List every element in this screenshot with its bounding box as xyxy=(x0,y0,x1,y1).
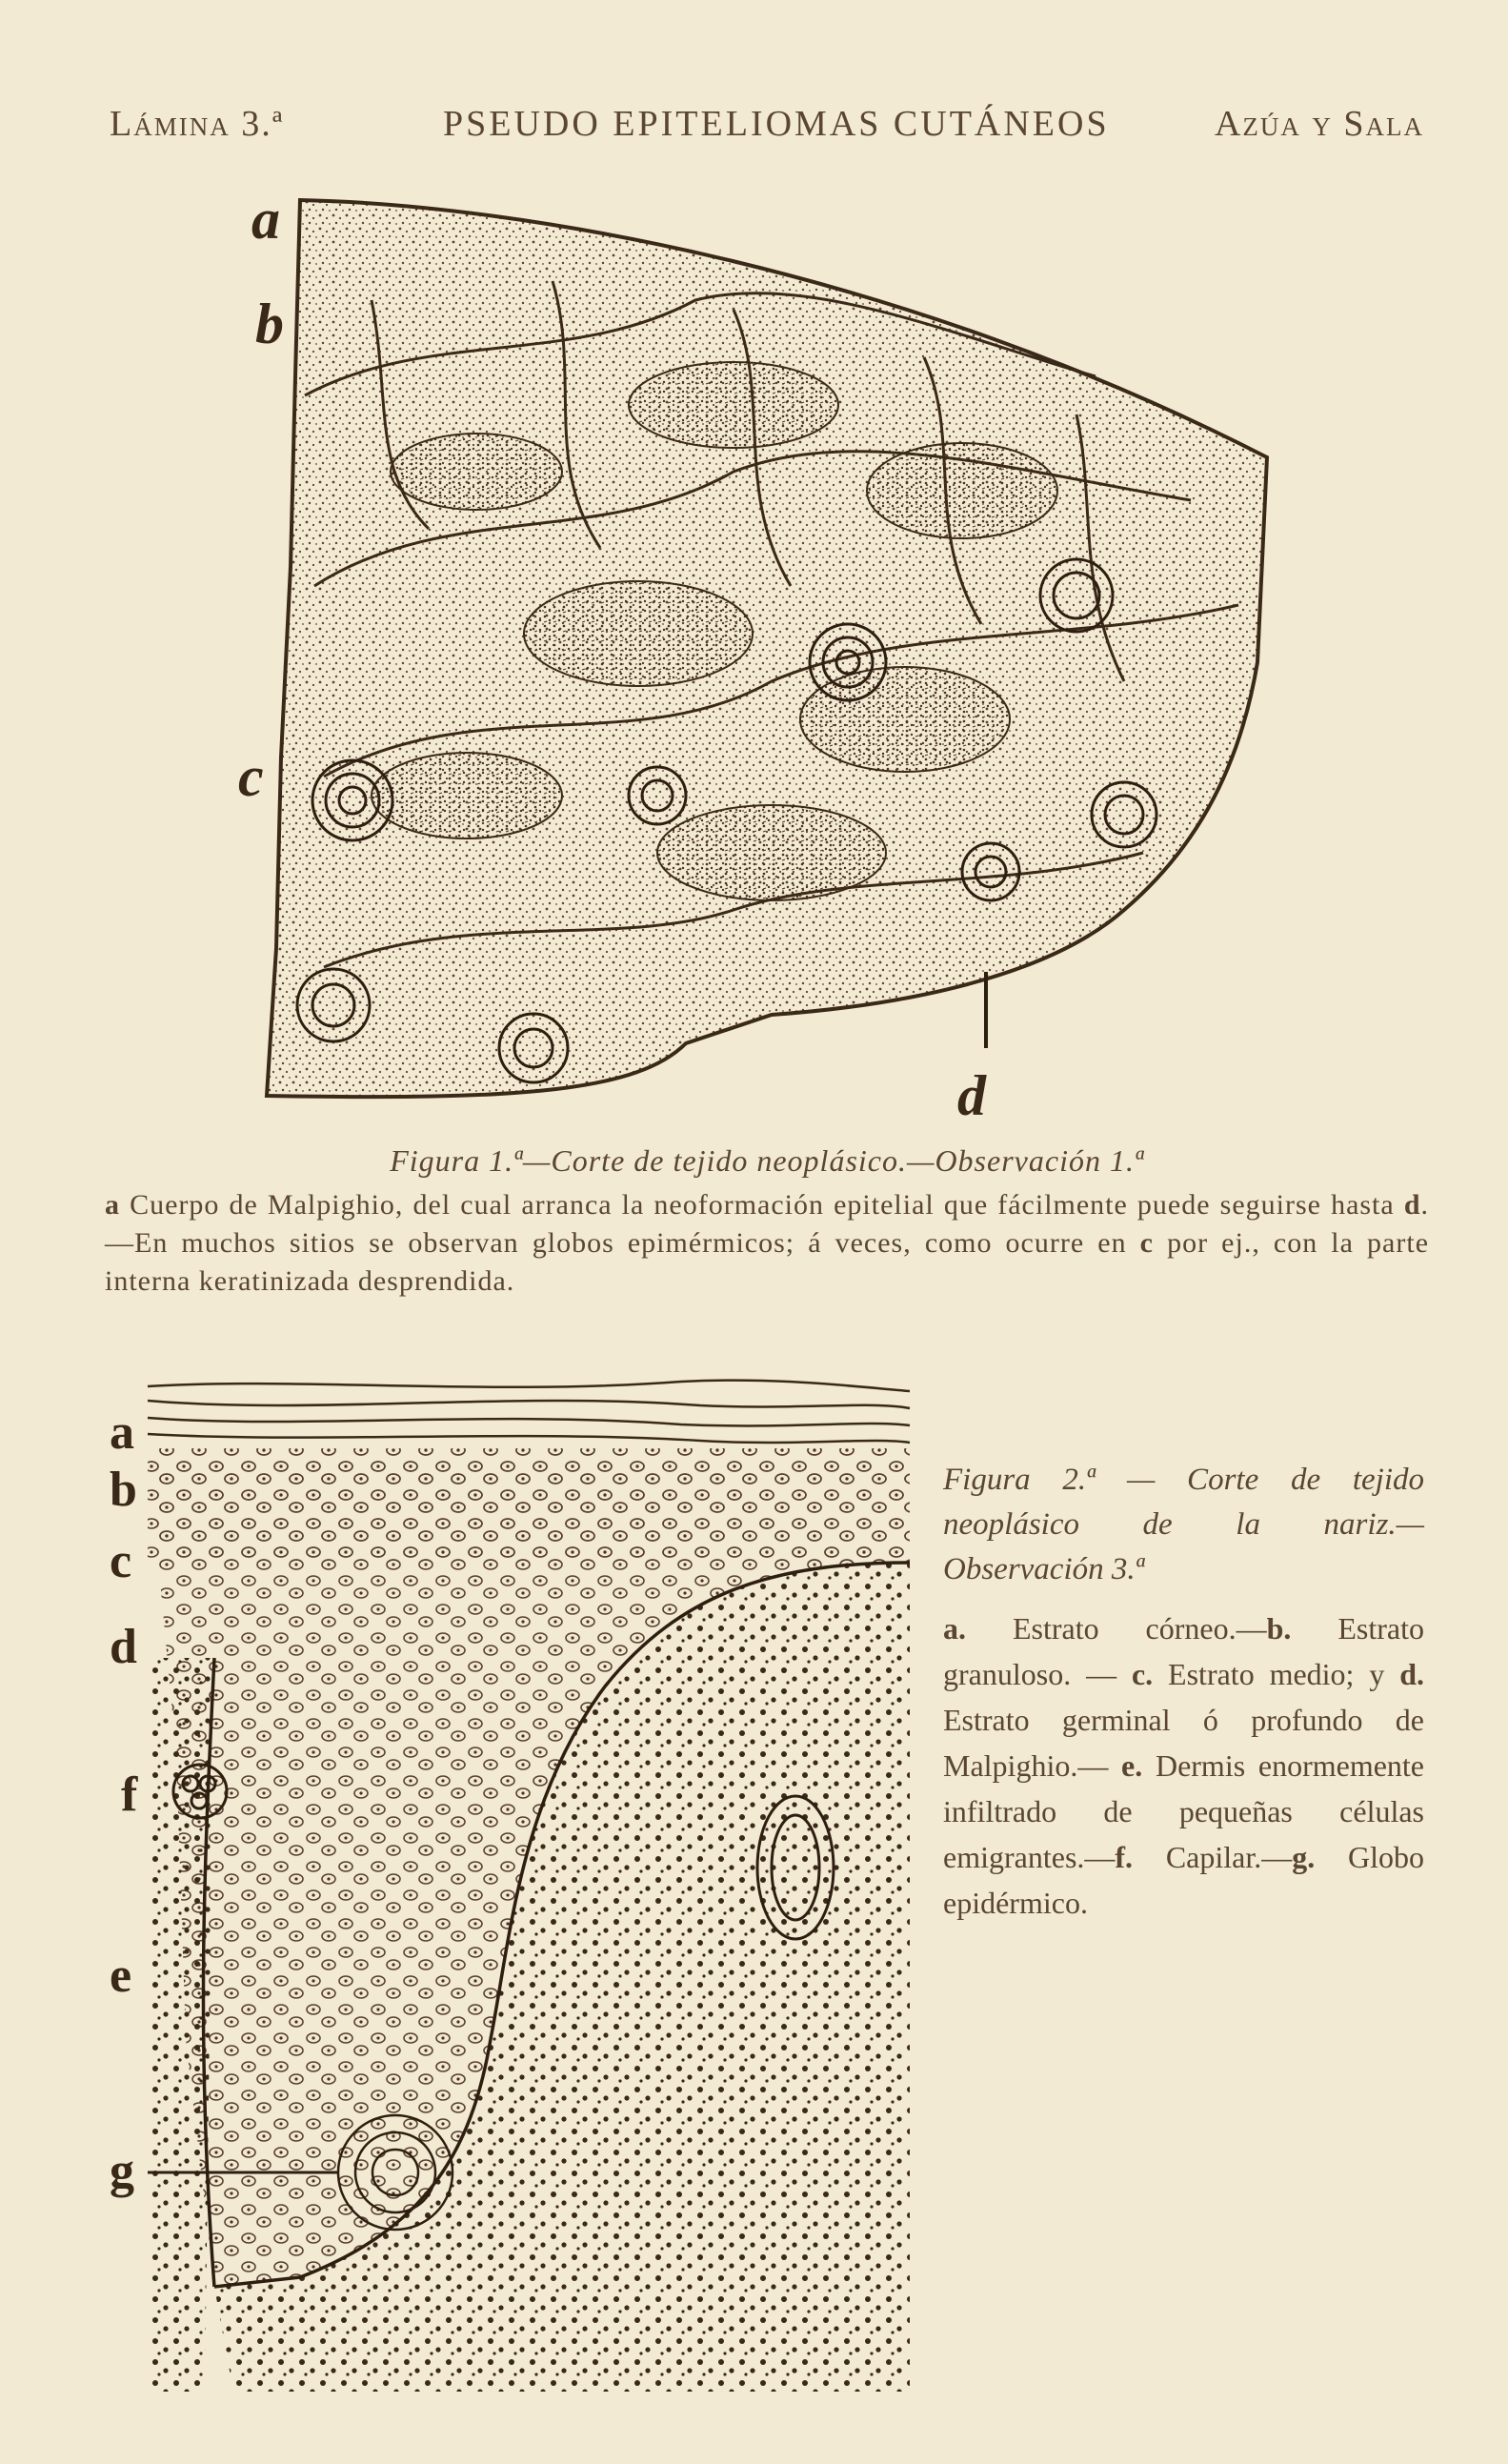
caption-text: Globo epidérmico. xyxy=(943,1840,1424,1920)
figure-2-caption-title: Figura 2.ª — Corte de tejido neoplásico de la nariz.— Observación 3.ª xyxy=(943,1463,1424,1586)
figure-2-drawing xyxy=(110,1372,919,2406)
figure-1-caption-title: Figura 1.ª—Corte de tejido neoplásico.—Observación 1.ª xyxy=(390,1143,1144,1178)
caption-text: por ej., con la parte interna keratinizada desprendida. xyxy=(105,1227,1430,1297)
fig1-label-a: a xyxy=(251,188,280,251)
fig2-label-g: g xyxy=(110,2144,134,2198)
fig2-label-f: f xyxy=(121,1767,138,1822)
fig1-label-b: b xyxy=(255,293,284,355)
caption-text: Cuerpo de Malpighio, del cual arranca la neoformación epitelial que fácilmente puede seguirse hasta xyxy=(120,1189,1404,1221)
caption-letter: e. xyxy=(1121,1748,1143,1783)
caption-text: Dermis enormemente infiltrado de pequeñas células emigrantes.— xyxy=(943,1748,1425,1874)
caption-text: . —En muchos sitios se observan globos epimérmicos; á veces, como ocurre en xyxy=(105,1189,1429,1259)
fig2-label-a: a xyxy=(110,1405,134,1460)
page-header xyxy=(110,103,1424,151)
caption-text: Estrato germinal ó profundo de Malpighio.— xyxy=(943,1703,1424,1783)
plate-number: Lámina 3.ª xyxy=(110,104,285,144)
authors: Azúa y Sala xyxy=(1214,104,1424,144)
fig2-label-d: d xyxy=(110,1620,137,1674)
figure-2-illustration xyxy=(110,1372,919,2406)
caption-letter: d. xyxy=(1399,1657,1425,1691)
caption-letter: b. xyxy=(1266,1611,1292,1646)
caption-letter: c. xyxy=(1131,1657,1154,1691)
caption-letter: g. xyxy=(1292,1840,1316,1874)
fig2-label-b: b xyxy=(110,1463,137,1517)
caption-letter: a. xyxy=(943,1611,966,1646)
figure-1-illustration xyxy=(238,186,1286,1129)
figure-1-caption-body xyxy=(105,1186,1429,1301)
figure-1-caption xyxy=(105,1143,1429,1301)
fig2-label-c: c xyxy=(110,1534,132,1588)
fig1-label-c: c xyxy=(238,745,264,808)
running-title: PSEUDO EPITELIOMAS CUTÁNEOS xyxy=(443,104,1110,144)
figure-1-drawing xyxy=(238,186,1286,1129)
fig1-label-d: d xyxy=(957,1064,986,1127)
caption-letter: a xyxy=(105,1189,120,1221)
caption-text: Capilar.— xyxy=(1133,1840,1293,1874)
figure-2-caption xyxy=(943,1458,1424,1926)
caption-text: Estrato granuloso. — xyxy=(943,1611,1424,1691)
caption-letter: f. xyxy=(1115,1840,1134,1874)
figure-2-caption-body xyxy=(943,1606,1424,1926)
caption-letter: c xyxy=(1139,1227,1154,1259)
caption-letter: d xyxy=(1403,1189,1421,1221)
caption-text: Estrato medio; y xyxy=(1153,1657,1400,1691)
caption-text: Estrato córneo.— xyxy=(966,1611,1267,1646)
fig2-label-e: e xyxy=(110,1949,132,2003)
